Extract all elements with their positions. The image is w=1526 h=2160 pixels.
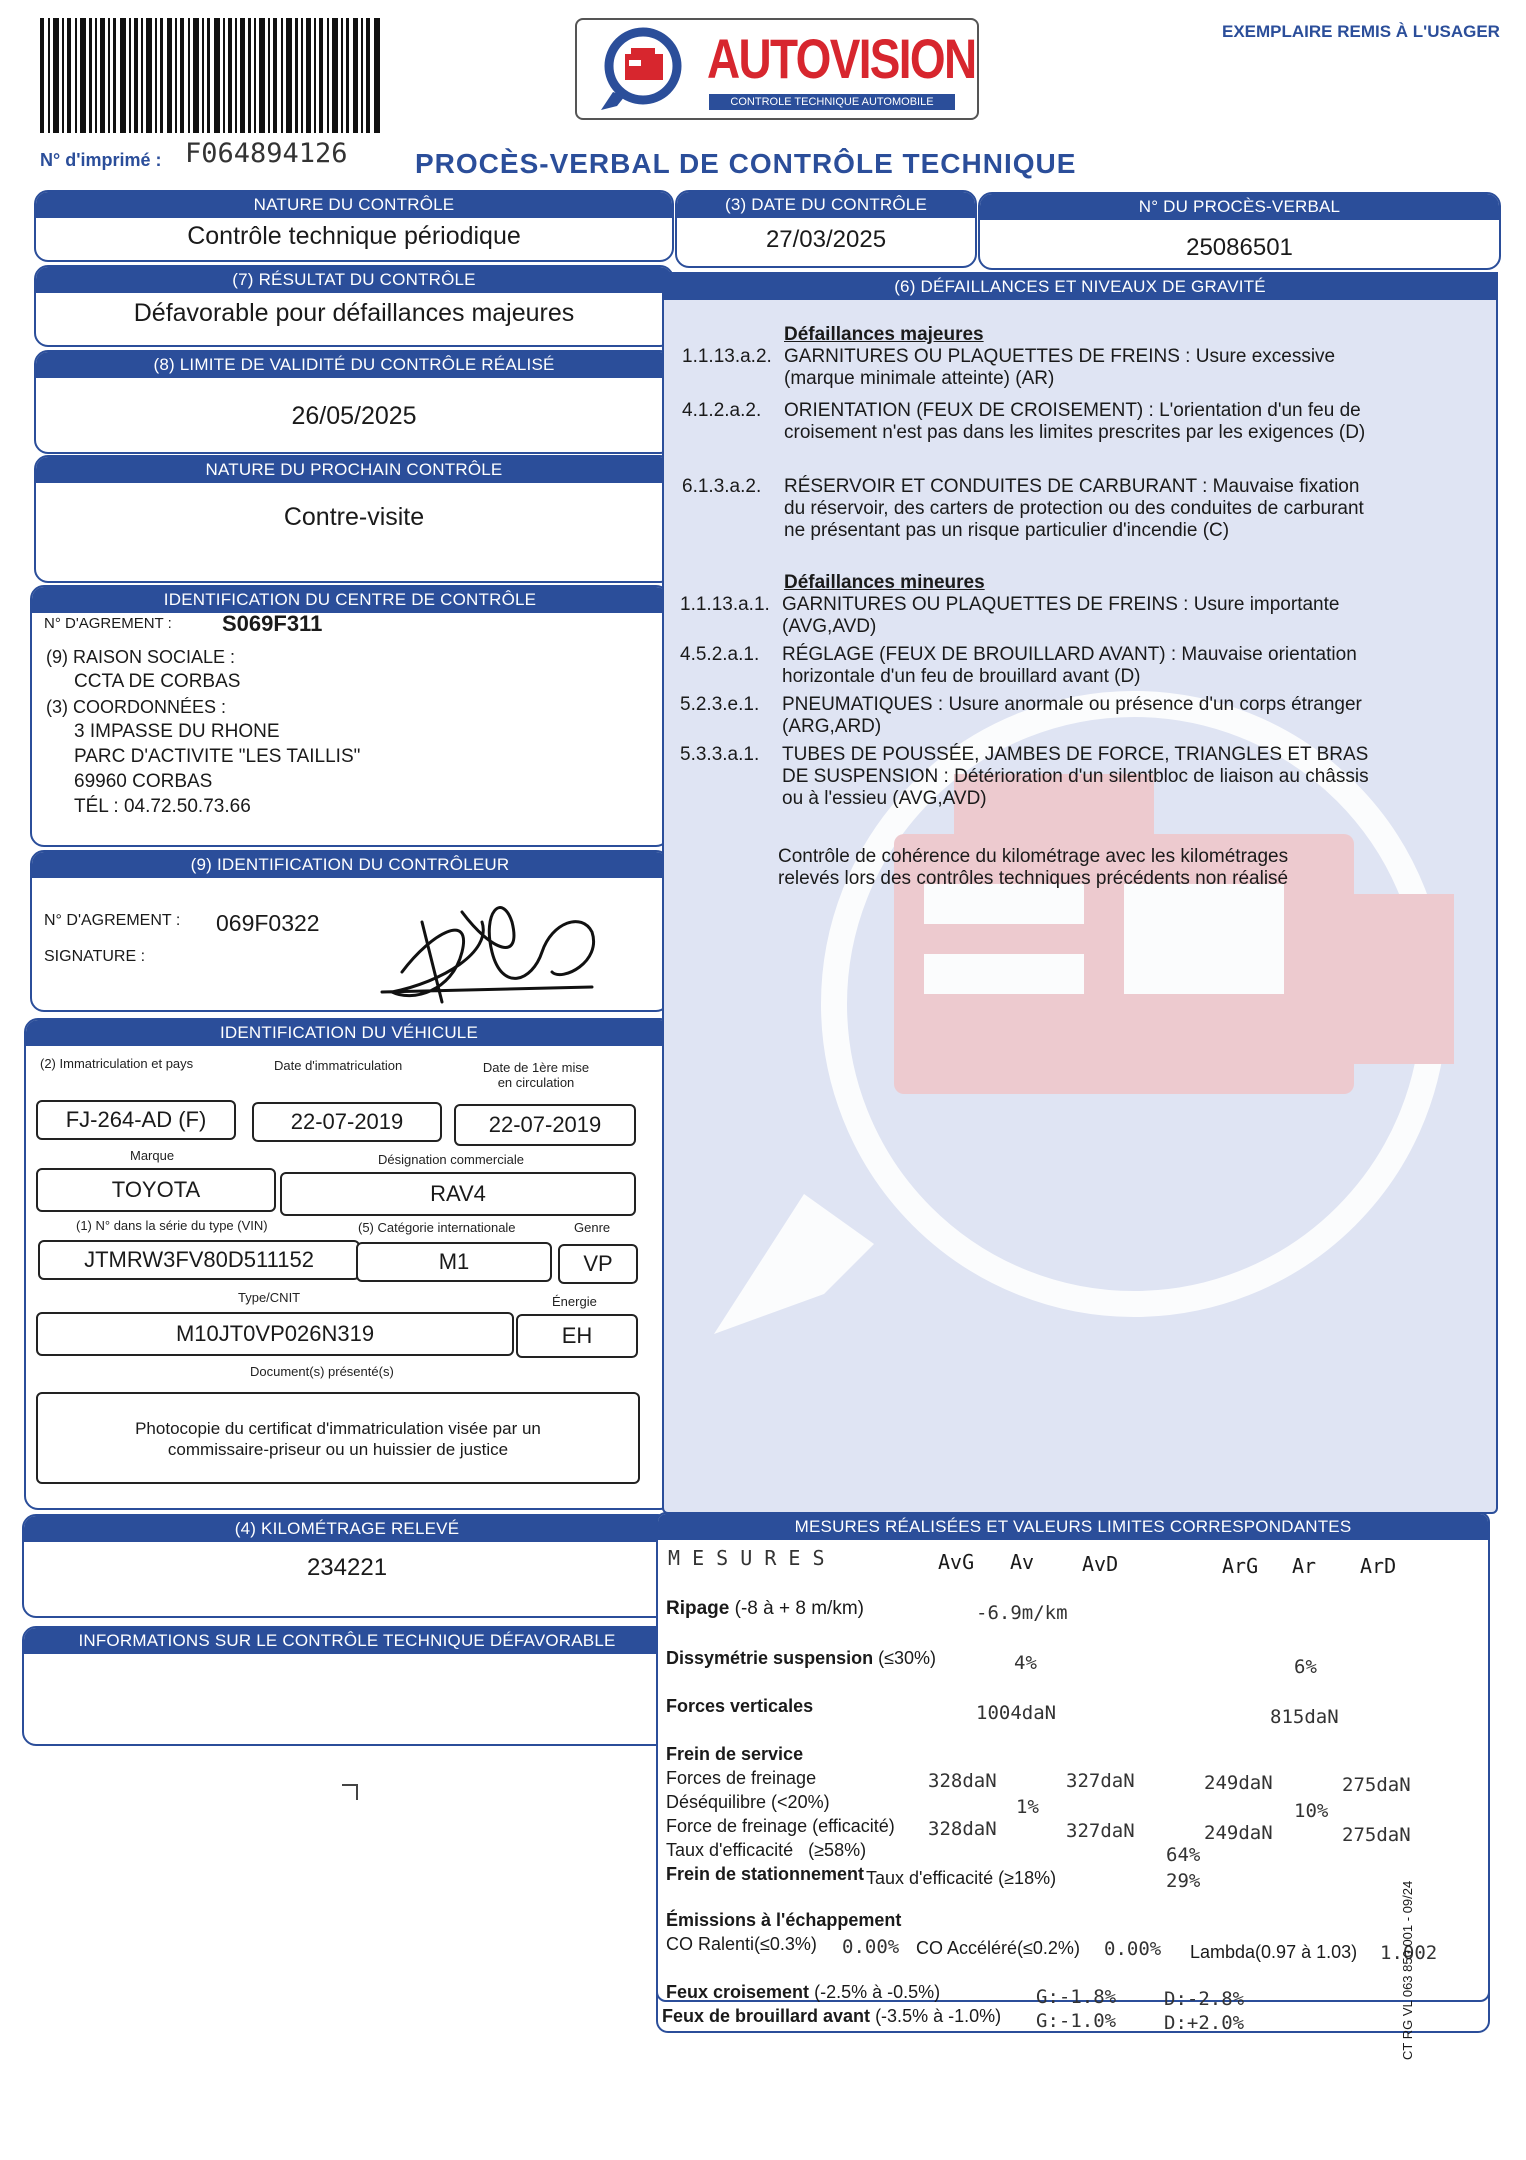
- service-brake-label: Frein de service: [666, 1744, 804, 1764]
- dissym-av: 4%: [1014, 1652, 1037, 1674]
- document-title: PROCÈS-VERBAL DE CONTRÔLE TECHNIQUE: [415, 148, 1077, 179]
- controller-header: (9) IDENTIFICATION DU CONTRÔLEUR: [32, 852, 668, 878]
- braking-force-arg: 249daN: [1204, 1772, 1273, 1794]
- control-nature-panel: [34, 190, 674, 262]
- energie-label: Énergie: [552, 1294, 597, 1309]
- center-agrement: S069F311: [222, 611, 323, 636]
- braking-force-avg: 328daN: [928, 1770, 997, 1792]
- efficiency-force-arg: 249daN: [1204, 1822, 1273, 1844]
- col-arg: ArG: [1222, 1554, 1259, 1578]
- fog-light-label: Feux de brouillard avant (-3.5% à -1.0%): [662, 2006, 1002, 2026]
- col-ar: Ar: [1292, 1554, 1317, 1578]
- forces-verticales-ar: 815daN: [1270, 1706, 1339, 1728]
- center-address-2: PARC D'ACTIVITE "LES TAILLIS": [74, 746, 361, 767]
- barcode: [40, 18, 380, 133]
- center-raison-label: (9) RAISON SOCIALE :: [46, 647, 236, 667]
- unfavorable-info-panel: [22, 1626, 672, 1746]
- unfavorable-info-header: INFORMATIONS SUR LE CONTRÔLE TECHNIQUE DÉFAVORABLE: [24, 1628, 670, 1654]
- result-panel: [34, 265, 674, 347]
- signature-label: SIGNATURE :: [44, 948, 146, 965]
- marque-label: Marque: [130, 1148, 175, 1163]
- validity-header: (8) LIMITE DE VALIDITÉ DU CONTRÔLE RÉALISÉ: [36, 352, 672, 378]
- form-reference: CT RG VL 063 850 001 - 09/24: [1400, 1880, 1415, 2060]
- measures-header: MESURES RÉALISÉES ET VALEURS LIMITES CORRESPONDANTES: [658, 1514, 1488, 1540]
- fog-light-right: D:+2.0%: [1164, 2012, 1245, 2034]
- vehicle-panel: [24, 1018, 674, 1510]
- center-address-1: 3 IMPASSE DU RHONE: [74, 721, 280, 742]
- control-date-header: (3) DATE DU CONTRÔLE: [677, 192, 975, 218]
- next-control-value: Contre-visite: [283, 503, 425, 531]
- controller-agrement: 069F0322: [216, 910, 320, 936]
- validity-value: 26/05/2025: [291, 402, 417, 430]
- report-number-value: 25086501: [1186, 234, 1293, 261]
- measures-title: M E S U R E S: [668, 1546, 825, 1570]
- parking-brake-label: Frein de stationnement: [666, 1864, 865, 1884]
- categorie-value: M1: [356, 1242, 552, 1282]
- center-coord-label: (3) COORDONNÉES :: [46, 697, 227, 717]
- braking-force-ard: 275daN: [1342, 1774, 1411, 1796]
- brand-name: AUTOVISION: [707, 27, 976, 90]
- report-number-panel: [978, 192, 1501, 270]
- genre-value: VP: [558, 1244, 638, 1284]
- measures-panel: [656, 1512, 1490, 2002]
- designation-value: RAV4: [280, 1172, 636, 1216]
- center-header: IDENTIFICATION DU CENTRE DE CONTRÔLE: [32, 587, 668, 613]
- date-immat-value: 22-07-2019: [252, 1102, 442, 1142]
- designation-label: Désignation commerciale: [378, 1152, 524, 1167]
- date-immat-label: Date d'immatriculation: [274, 1058, 403, 1073]
- genre-label: Genre: [574, 1220, 611, 1235]
- mileage-value: 234221: [306, 1554, 388, 1581]
- lights-frame: [656, 1975, 1490, 2033]
- mileage-panel: [22, 1514, 672, 1618]
- vehicle-header: IDENTIFICATION DU VÉHICULE: [26, 1020, 672, 1046]
- result-header: (7) RÉSULTAT DU CONTRÔLE: [36, 267, 672, 293]
- col-av: Av: [1010, 1550, 1035, 1574]
- parking-brake-rate-value: 29%: [1166, 1870, 1201, 1892]
- vin-label: (1) N° dans la série du type (VIN): [76, 1218, 268, 1233]
- defects-panel: (6) DÉFAILLANCES ET NIVEAUX DE GRAVITÉ Défaillances majeures Défaillances mineures 1.1.13.a.2. GARNITURES OU PLAQUETTES DE FREINS : Usure excessive (marque minimale atteinte) (AR) 4.1.2.a.2. ORIENTATION (FEUX DE CROISEMENT) : L'orientation d'un feu de croisement n'est pas dans les limites prescrites par les exigences (D) 6.1.3.a.2. RÉSERVOIR ET CONDUITES DE CARBURANT : Mauvaise fixation du réservoir, des carters de protection ou des conduites de carburant ne présentant pas un risque particulier d'incendie (C) 1.1.13.a.1. GARNITURES OU PLAQUETTES DE FREINS : Usure importante (AVG,AVD) 4.5.2.a.1. RÉGLAGE (FEUX DE BROUILLARD AVANT) : Mauvaise orientation horizontale d'un feu de brouillard avant (D) 5.2.3.e.1. PNEUMATIQUES : Usure anormale ou présence d'un corps étranger (ARG,ARD) 5.3.3.a.1. TUBES DE POUSSÉE, JAMBES DE FORCE, TRIANGLES ET BRAS DE SUSPENSION : Détérioration d'un silentbloc de liaison au châssis ou à l'essieu (AVG,AVD) Contrôle de cohérence du kilométrage avec les kilométrages relevés lors des contrôles techniques précédents non réalisé: [662, 272, 1498, 1514]
- marque-value: TOYOTA: [36, 1168, 276, 1212]
- print-number-label: N° d'imprimé :: [40, 150, 162, 170]
- col-ard: ArD: [1360, 1554, 1397, 1578]
- major-defects-title: Défaillances majeures: [784, 324, 984, 345]
- report-number-header: N° DU PROCÈS-VERBAL: [980, 194, 1499, 220]
- dissym-ar: 6%: [1294, 1656, 1317, 1678]
- validity-panel: [34, 350, 674, 454]
- center-phone: TÉL : 04.72.50.73.66: [74, 796, 251, 817]
- documents-label: Document(s) présenté(s): [250, 1364, 394, 1379]
- control-nature-value: Contrôle technique périodique: [187, 222, 521, 250]
- efficiency-force-ard: 275daN: [1342, 1824, 1411, 1846]
- parking-brake-rate-label: Taux d'efficacité (≥18%): [866, 1868, 1057, 1888]
- co-accel-value: 0.00%: [1104, 1938, 1162, 1960]
- efficiency-rate-label: Taux d'efficacité (≥58%): [666, 1840, 867, 1860]
- controller-agrement-label: N° D'AGREMENT :: [44, 912, 181, 929]
- control-date-value: 27/03/2025: [765, 226, 887, 253]
- controller-panel: [30, 850, 670, 1012]
- braking-force-avd: 327daN: [1066, 1770, 1135, 1792]
- center-address-3: 69960 CORBAS: [74, 771, 213, 792]
- efficiency-force-avd: 327daN: [1066, 1820, 1135, 1842]
- brand-subtitle: CONTROLE TECHNIQUE AUTOMOBILE: [709, 94, 955, 110]
- ripage-value: -6.9m/km: [976, 1602, 1068, 1624]
- center-panel: [30, 585, 670, 847]
- co-idle-value: 0.00%: [842, 1936, 900, 1958]
- efficiency-force-avg: 328daN: [928, 1818, 997, 1840]
- co-accel-label: CO Accéléré(≤0.2%): [916, 1938, 1080, 1958]
- low-beam-left: G:-1.8%: [1036, 1986, 1117, 2008]
- magnifier-car-icon: [599, 26, 695, 112]
- efficiency-rate-value: 64%: [1166, 1844, 1201, 1866]
- control-nature-header: NATURE DU CONTRÔLE: [36, 192, 672, 218]
- dissym-label: Dissymétrie suspension (≤30%): [666, 1648, 937, 1668]
- autovision-logo: [575, 18, 979, 120]
- immat-value: FJ-264-AD (F): [36, 1100, 236, 1140]
- imbalance-label: Déséquilibre (<20%): [666, 1792, 830, 1812]
- energie-value: EH: [516, 1314, 638, 1358]
- forces-verticales-label: Forces verticales: [666, 1696, 814, 1716]
- center-agrement-label: N° D'AGREMENT :: [44, 615, 172, 632]
- mileage-header: (4) KILOMÉTRAGE RELEVÉ: [24, 1516, 670, 1542]
- documents-value: Photocopie du certificat d'immatriculation visée par un commissaire-priseur ou un huissier de justice: [135, 1419, 541, 1459]
- first-circulation-label: Date de 1ère mise en circulation: [482, 1060, 590, 1090]
- center-raison: CCTA DE CORBAS: [74, 671, 241, 692]
- categorie-label: (5) Catégorie internationale: [358, 1220, 516, 1235]
- forces-verticales-av: 1004daN: [976, 1702, 1057, 1724]
- low-beam-label: Feux croisement (-2.5% à -0.5%): [666, 1982, 941, 2002]
- col-avd: AvD: [1082, 1552, 1119, 1576]
- print-number: F064894126: [185, 138, 348, 169]
- next-control-panel: [34, 455, 674, 583]
- control-date-panel: [675, 190, 977, 268]
- handwritten-signature: [362, 892, 612, 1010]
- documents-box: [36, 1392, 640, 1484]
- col-avg: AvG: [938, 1550, 975, 1574]
- ripage-label: Ripage (-8 à + 8 m/km): [666, 1598, 864, 1619]
- mileage-check-note: Contrôle de cohérence du kilométrage avec les kilométrages relevés lors des contrôles techniques précédents non réalisé: [778, 846, 1289, 889]
- defects-header: (6) DÉFAILLANCES ET NIVEAUX DE GRAVITÉ: [664, 274, 1496, 300]
- type-value: M10JT0VP026N319: [36, 1312, 514, 1356]
- co-idle-label: CO Ralenti(≤0.3%): [666, 1934, 817, 1954]
- minor-defects-title: Défaillances mineures: [784, 572, 985, 593]
- imbalance-ar: 10%: [1294, 1800, 1329, 1822]
- corner-mark: [342, 1784, 358, 1800]
- immat-label: (2) Immatriculation et pays: [40, 1056, 194, 1071]
- next-control-header: NATURE DU PROCHAIN CONTRÔLE: [36, 457, 672, 483]
- imbalance-av: 1%: [1016, 1796, 1039, 1818]
- emissions-label: Émissions à l'échappement: [666, 1910, 902, 1930]
- efficiency-force-label: Force de freinage (efficacité): [666, 1816, 895, 1836]
- first-circulation-value: 22-07-2019: [454, 1104, 636, 1146]
- braking-forces-label: Forces de freinage: [666, 1768, 817, 1788]
- low-beam-right: D:-2.8%: [1164, 1988, 1245, 2010]
- type-label: Type/CNIT: [238, 1290, 301, 1305]
- vin-value: JTMRW3FV80D511152: [38, 1240, 360, 1280]
- lambda-label: Lambda(0.97 à 1.03): [1190, 1942, 1358, 1962]
- lambda-value: 1.002: [1380, 1942, 1438, 1964]
- copy-note: EXEMPLAIRE REMIS À L'USAGER: [1222, 22, 1500, 41]
- result-value: Défavorable pour défaillances majeures: [133, 299, 575, 327]
- fog-light-left: G:-1.0%: [1036, 2010, 1117, 2032]
